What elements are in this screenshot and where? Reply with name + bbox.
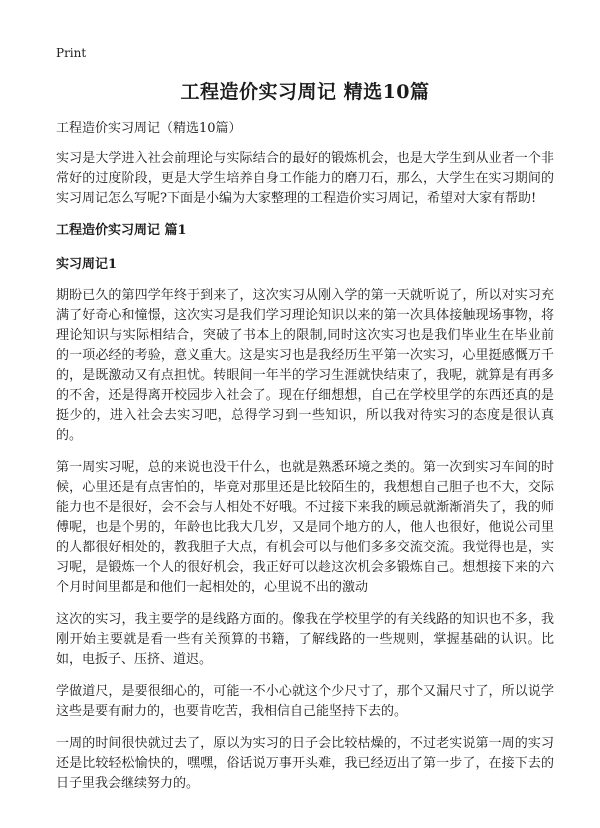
document-subtitle: 工程造价实习周记（精选10篇） [56,121,242,136]
body-paragraph: 期盼已久的第四学年终于到来了，这次实习从刚入学的第一天就听说了，所以对实习充满了好奇心和憧憬，这次实习是我们学习理论知识以来的第一次具体接触现场事物，将理论知识与实际相结合，突破了书本上的限制,同时这次实习也是我们毕业生在毕业前的一项必经的考验，意义重大。这是实习也是我经历生平第一次实习，心里挺感慨万千的，是既激动又有点担忧。转眼间一年半的学习生涯就快结束了，我呢，就算是有再多的不舍，还是得离开校园步入社会了。现在仔细想想，自己在学校里学的东西还真的是挺少的，进入社会去实习吧，总得学习到一些知识，所以我对待实习的态度是很认真的。 [56,288,554,443]
sub-heading: 实习周记1 [56,257,118,272]
document-body [56,119,554,806]
intro-paragraph: 实习是大学进入社会前理论与实际结合的最好的锻炼机会，也是大学生到从业者一个非常好的过度阶段，更是大学生培养自身工作能力的磨刀石，那么，大学生在实习期间的实习周记怎么写呢?下面是小编为大家整理的工程造价实习周记，希望对大家有帮助! [56,151,554,206]
body-paragraph: 这次的实习，我主要学的是线路方面的。像我在学校里学的有关线路的知识也不多，我刚开始主要就是看一些有关预算的书籍，了解线路的一些规则，掌握基础的认识。比如，电扳子、压挤、道迟。 [56,612,554,667]
body-paragraph: 第一周实习呢，总的来说也没干什么，也就是熟悉环境之类的。第一次到实习车间的时候，心里还是有点害怕的，毕竟对那里还是比较陌生的，我想想自己胆子也不大，交际能力也不是很好，会不会与人相处不好哦。不过接下来我的顾忌就渐渐消失了，我的师傅呢，也是个男的，年龄也比我大几岁，又是同个地方的人，他人也很好，他说公司里的人都很好相处的，教我胆子大点，有机会可以与他们多多交流交流。我觉得也是，实习呢，是锻炼一个人的很好机会，我正好可以趁这次机会多锻炼自己。想想接下来的六个月时间里都是和他们一起相处的，心里说不出的激动 [56,460,554,595]
body-paragraph: 一周的时间很快就过去了，原以为实习的日子会比较枯燥的，不过老实说第一周的实习还是比较轻松愉快的，嘿嘿，俗话说万事开头难，我已经迈出了第一步了，在接下去的日子里我会继续努力的。 [56,736,554,791]
print-link[interactable]: Print [56,46,87,60]
section-heading: 工程造价实习周记 篇1 [56,223,187,238]
document-title: 工程造价实习周记 精选10篇 [180,81,430,103]
body-paragraph: 学做道尺，是要很细心的，可能一不小心就这个少尺寸了，那个又漏尺寸了，所以说学这些是要有耐力的，也要肯吃苦，我相信自己能坚持下去的。 [56,684,554,719]
